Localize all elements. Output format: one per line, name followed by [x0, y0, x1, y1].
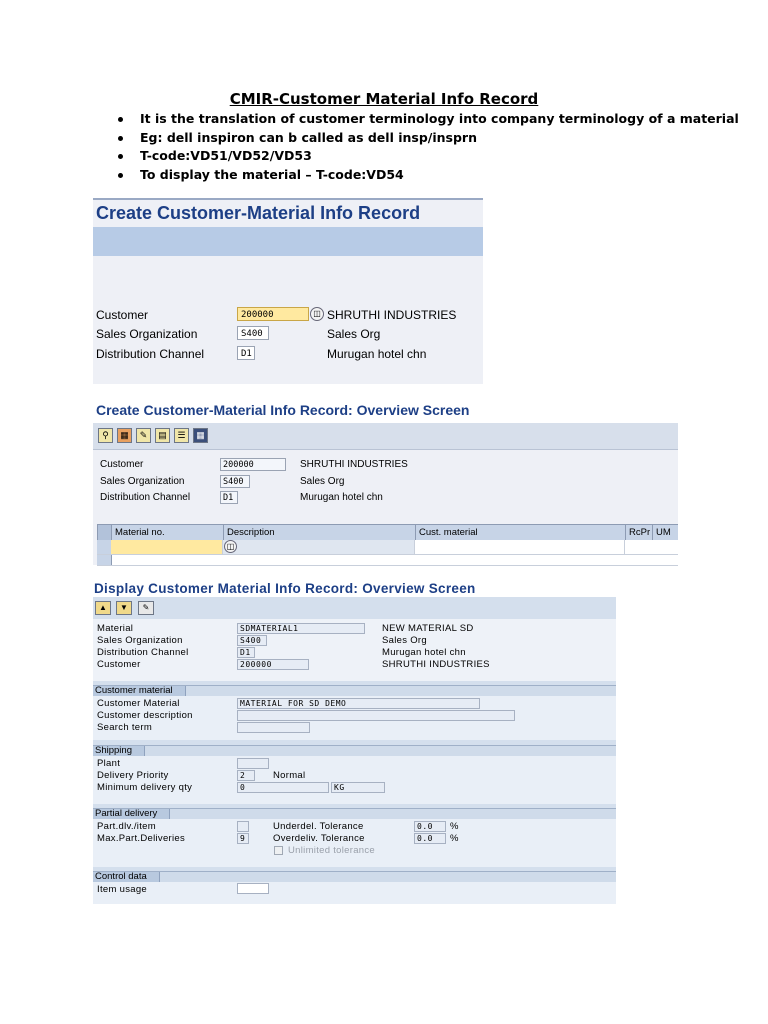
plant-input[interactable]	[237, 758, 269, 769]
bullet-item: Eg: dell inspiron can b called as dell insp/insprn	[118, 129, 739, 148]
shipping-section	[93, 745, 616, 804]
list-icon[interactable]: ☰	[174, 428, 189, 443]
part-dlv-item-label: Part.dlv./item	[97, 821, 156, 832]
overview-create-screen	[93, 423, 678, 565]
search-term-label: Search term	[97, 722, 153, 733]
previous-icon[interactable]: ▲	[95, 601, 111, 615]
bullet-list	[118, 110, 739, 184]
edit-icon[interactable]: ✎	[136, 428, 151, 443]
material-label: Material	[97, 623, 134, 634]
distribution-channel-label: Distribution Channel	[97, 647, 189, 658]
screen-title: Create Customer-Material Info Record: Overview Screen	[96, 402, 470, 418]
next-icon[interactable]: ▼	[116, 601, 132, 615]
column-header[interactable]: Cust. material	[415, 525, 625, 541]
header-area	[93, 619, 616, 681]
delivery-priority-input[interactable]: 2	[237, 770, 255, 781]
edit-icon[interactable]: ✎	[138, 601, 154, 615]
sales-org-name: Sales Org	[382, 635, 427, 646]
section-title: Shipping	[93, 746, 145, 756]
sales-org-input: S400	[237, 635, 267, 646]
item-usage-input[interactable]	[237, 883, 269, 894]
sales-org-name: Sales Org	[327, 327, 381, 341]
value-help-icon[interactable]: ◫	[224, 540, 237, 553]
sales-org-label: Sales Organization	[100, 476, 185, 487]
value-help-icon[interactable]: ◫	[310, 307, 324, 321]
column-header[interactable]: Description	[223, 525, 415, 541]
unit-field: KG	[331, 782, 385, 793]
max-part-deliveries-input[interactable]: 9	[237, 833, 249, 844]
sales-org-input[interactable]: S400	[237, 326, 269, 340]
percent-unit: %	[450, 833, 459, 844]
overdel-tolerance-input[interactable]: 0.0	[414, 833, 446, 844]
table-settings-icon[interactable]: ▦	[193, 428, 208, 443]
sales-org-name: Sales Org	[300, 476, 345, 487]
details-icon[interactable]: ▤	[155, 428, 170, 443]
distribution-channel-name: Murugan hotel chn	[327, 347, 427, 361]
sales-org-label: Sales Organization	[96, 327, 198, 341]
delivery-priority-label: Delivery Priority	[97, 770, 169, 781]
table-row	[97, 555, 678, 566]
material-name: NEW MATERIAL SD	[382, 623, 474, 634]
distribution-channel-label: Distribution Channel	[96, 347, 205, 361]
divider	[93, 198, 483, 200]
customer-label: Customer	[96, 308, 149, 322]
material-input: SDMATERIAL1	[237, 623, 365, 634]
unlimited-tolerance-label: Unlimited tolerance	[288, 845, 376, 856]
underdel-tolerance-input[interactable]: 0.0	[414, 821, 446, 832]
customer-label: Customer	[97, 659, 141, 670]
section-title: Partial delivery	[93, 809, 170, 819]
plant-label: Plant	[97, 758, 121, 769]
section-body	[93, 756, 616, 804]
sales-org-input: S400	[220, 475, 250, 488]
distribution-channel-name: Murugan hotel chn	[382, 647, 466, 658]
percent-unit: %	[450, 821, 459, 832]
customer-input: 200000	[220, 458, 286, 471]
bullet-item: It is the translation of customer terminology into company terminology of a material	[118, 110, 739, 129]
document-title: CMIR-Customer Material Info Record	[229, 90, 539, 108]
material-no-input[interactable]	[111, 540, 223, 554]
column-header[interactable]: Material no.	[111, 525, 223, 541]
search-icon[interactable]: ⚲	[98, 428, 113, 443]
part-dlv-item-input[interactable]	[237, 821, 249, 832]
screen-body	[93, 256, 483, 384]
control-data-section	[93, 871, 616, 904]
min-delivery-qty-input[interactable]: 0	[237, 782, 329, 793]
customer-input[interactable]: 200000	[237, 307, 309, 321]
bullet-item: T-code:VD51/VD52/VD53	[118, 147, 739, 166]
customer-material-section	[93, 685, 616, 740]
distribution-channel-input: D1	[237, 647, 255, 658]
cust-material-input[interactable]	[415, 540, 625, 554]
row-selector[interactable]	[97, 540, 112, 554]
column-header[interactable]: RcPr	[625, 525, 652, 541]
unlimited-tolerance-checkbox[interactable]	[274, 846, 283, 855]
underdel-tolerance-label: Underdel. Tolerance	[273, 821, 364, 832]
overdel-tolerance-label: Overdeliv. Tolerance	[273, 833, 365, 844]
column-header[interactable]: UM	[652, 525, 678, 541]
section-body	[93, 696, 616, 740]
section-body	[93, 819, 616, 867]
item-usage-label: Item usage	[97, 884, 147, 895]
customer-material-label: Customer Material	[97, 698, 180, 709]
sales-org-label: Sales Organization	[97, 635, 183, 646]
customer-description-label: Customer description	[97, 710, 193, 721]
create-icon[interactable]: ▦	[117, 428, 132, 443]
application-toolbar	[93, 423, 678, 450]
distribution-channel-label: Distribution Channel	[100, 492, 191, 503]
toolbar-band	[93, 227, 483, 256]
application-toolbar	[93, 597, 616, 620]
customer-material-input[interactable]: MATERIAL FOR SD DEMO	[237, 698, 480, 709]
bullet-item: To display the material – T-code:VD54	[118, 166, 739, 185]
customer-label: Customer	[100, 459, 144, 470]
section-body	[93, 882, 616, 904]
min-delivery-qty-label: Minimum delivery qty	[97, 782, 193, 793]
create-cmir-screen	[93, 198, 483, 384]
distribution-channel-input[interactable]: D1	[237, 346, 255, 360]
row-selector[interactable]	[97, 555, 112, 565]
description-cell	[223, 540, 415, 554]
table-row	[97, 540, 678, 555]
screen-title: Display Customer Material Info Record: Overview Screen	[94, 581, 476, 596]
screen-title: Create Customer-Material Info Record	[96, 203, 421, 223]
customer-name: SHRUTHI INDUSTRIES	[300, 459, 408, 470]
select-all-cell[interactable]	[97, 525, 111, 541]
section-title: Control data	[93, 872, 160, 882]
distribution-channel-input: D1	[220, 491, 238, 504]
partial-delivery-section	[93, 808, 616, 867]
customer-name: SHRUTHI INDUSTRIES	[382, 659, 490, 670]
customer-input: 200000	[237, 659, 309, 670]
delivery-priority-text: Normal	[273, 770, 306, 781]
search-term-input[interactable]	[237, 722, 310, 733]
max-part-deliveries-label: Max.Part.Deliveries	[97, 833, 186, 844]
display-cmir-screen	[93, 597, 616, 903]
section-title: Customer material	[93, 686, 186, 696]
distribution-channel-name: Murugan hotel chn	[300, 492, 383, 503]
customer-name: SHRUTHI INDUSTRIES	[327, 308, 457, 322]
customer-description-input[interactable]	[237, 710, 515, 721]
